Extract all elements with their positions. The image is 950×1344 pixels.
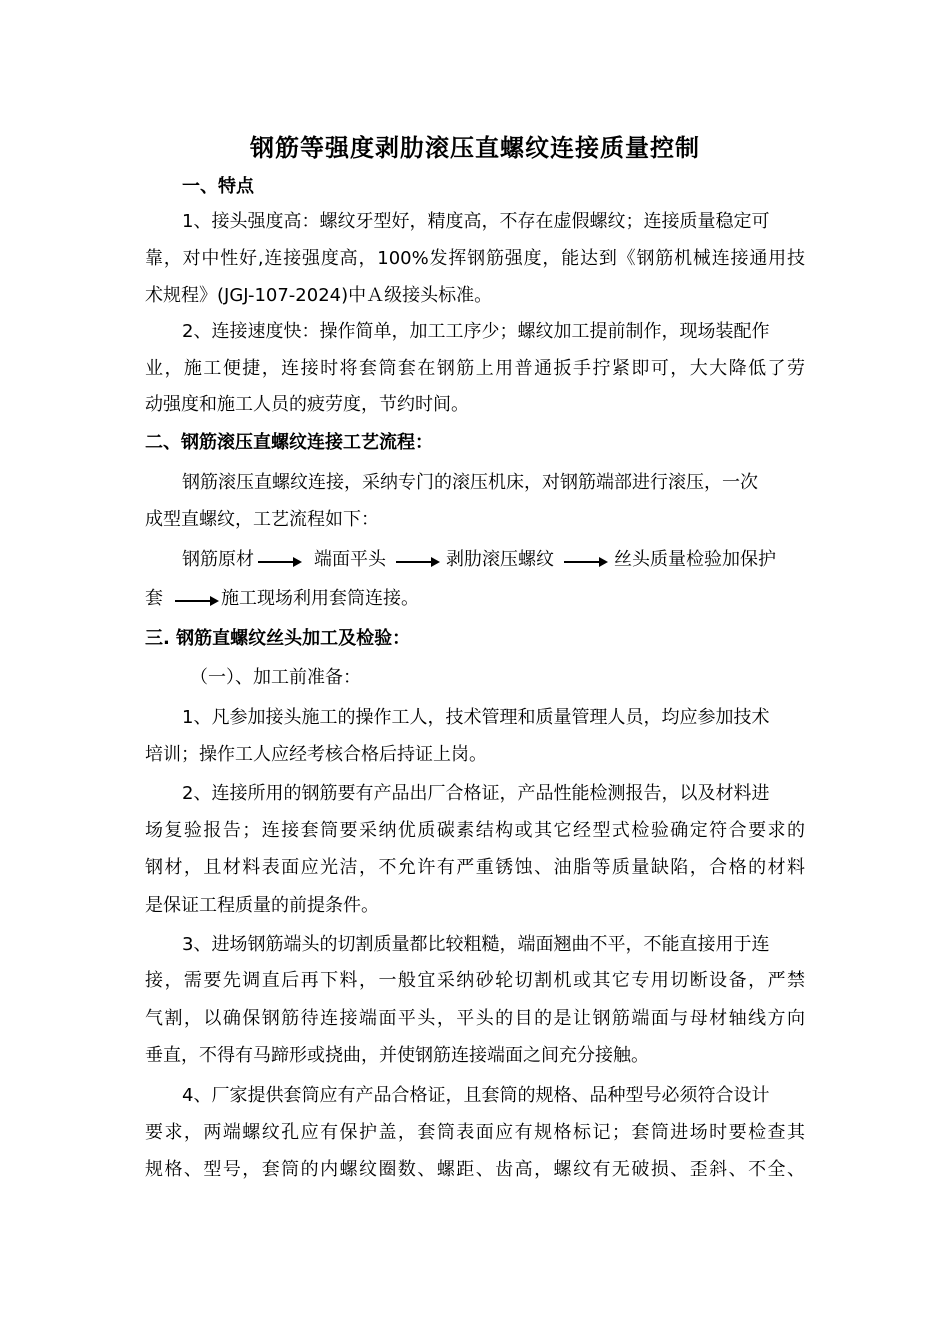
paragraph-line: 是保证工程质量的前提条件。 xyxy=(145,895,379,916)
paragraph-line: 气割，以确保钢筋待连接端面平头，平头的目的是让钢筋端面与母材轴线方向 xyxy=(145,1008,805,1029)
flow-step-sleeve-connection: 施工现场利用套筒连接。 xyxy=(221,588,419,609)
subsection-heading-preparation: （一）、加工前准备： xyxy=(190,667,361,688)
flow-step-inspection: 丝头质量检验加保护 xyxy=(614,549,776,570)
paragraph-line: 钢筋滚压直螺纹连接，采纳专门的滚压机床，对钢筋端部进行滚压，一次 xyxy=(182,472,758,493)
paragraph-line: 3、进场钢筋端头的切割质量都比较粗糙，端面翘曲不平，不能直接用于连 xyxy=(182,934,770,955)
paragraph-line: 规格、型号，套筒的内螺纹圈数、螺距、齿高，螺纹有无破损、歪斜、不全、 xyxy=(145,1159,805,1180)
flow-step-rolling-thread: 剥肋滚压螺纹 xyxy=(446,549,554,570)
document-title: 钢筋等强度剥肋滚压直螺纹连接质量控制 xyxy=(250,134,700,162)
arrow-right-icon xyxy=(175,593,219,605)
paragraph-line: 业，施工便捷，连接时将套筒套在钢筋上用普通扳手拧紧即可，大大降低了劳 xyxy=(145,358,805,379)
arrow-right-icon xyxy=(564,554,608,566)
process-flow-row-1 xyxy=(182,545,776,575)
paragraph-line: 场复验报告；连接套筒要采纳优质碳素结构或其它经型式检验确定符合要求的 xyxy=(145,820,805,841)
flow-step-raw-rebar: 钢筋原材 xyxy=(182,549,254,570)
arrow-right-icon xyxy=(396,554,440,566)
paragraph-line: 靠，对中性好,连接强度高，100%发挥钢筋强度，能达到《钢筋机械连接通用技 xyxy=(145,248,805,269)
process-flow-row-2 xyxy=(145,584,419,614)
paragraph-line: 1、接头强度高：螺纹牙型好，精度高，不存在虚假螺纹；连接质量稳定可 xyxy=(182,211,770,232)
flow-step-end-facing: 端面平头 xyxy=(314,549,386,570)
paragraph-line: 要求，两端螺纹孔应有保护盖，套筒表面应有规格标记；套筒进场时要检查其 xyxy=(145,1122,805,1143)
paragraph-line: 培训；操作工人应经考核合格后持证上岗。 xyxy=(145,744,487,765)
paragraph-line: 4、厂家提供套筒应有产品合格证，且套筒的规格、品种型号必须符合设计 xyxy=(182,1085,770,1106)
arrow-right-icon xyxy=(258,554,302,566)
paragraph-line: 接，需要先调直后再下料，一般宜采纳砂轮切割机或其它专用切断设备，严禁 xyxy=(145,970,805,991)
paragraph-line: 动强度和施工人员的疲劳度，节约时间。 xyxy=(145,394,469,415)
section-heading-processing: 三. 钢筋直螺纹丝头加工及检验： xyxy=(145,628,411,649)
paragraph-line: 2、连接速度快：操作简单，加工工序少；螺纹加工提前制作，现场装配作 xyxy=(182,321,770,342)
flow-step-inspection-cont: 套 xyxy=(145,588,163,609)
paragraph-line: 2、连接所用的钢筋要有产品出厂合格证，产品性能检测报告，以及材料进 xyxy=(182,783,770,804)
paragraph-line: 成型直螺纹，工艺流程如下： xyxy=(145,509,379,530)
paragraph-line: 术规程》(JGJ-107-2024)中Ａ级接头标准。 xyxy=(145,285,493,306)
paragraph-line: 1、凡参加接头施工的操作工人，技术管理和质量管理人员，均应参加技术 xyxy=(182,707,770,728)
section-heading-process: 二、钢筋滚压直螺纹连接工艺流程： xyxy=(145,432,433,453)
section-heading-features: 一、特点 xyxy=(182,176,254,197)
paragraph-line: 垂直，不得有马蹄形或挠曲，并使钢筋连接端面之间充分接触。 xyxy=(145,1045,649,1066)
paragraph-line: 钢材，且材料表面应光洁，不允许有严重锈蚀、油脂等质量缺陷，合格的材料 xyxy=(145,857,805,878)
